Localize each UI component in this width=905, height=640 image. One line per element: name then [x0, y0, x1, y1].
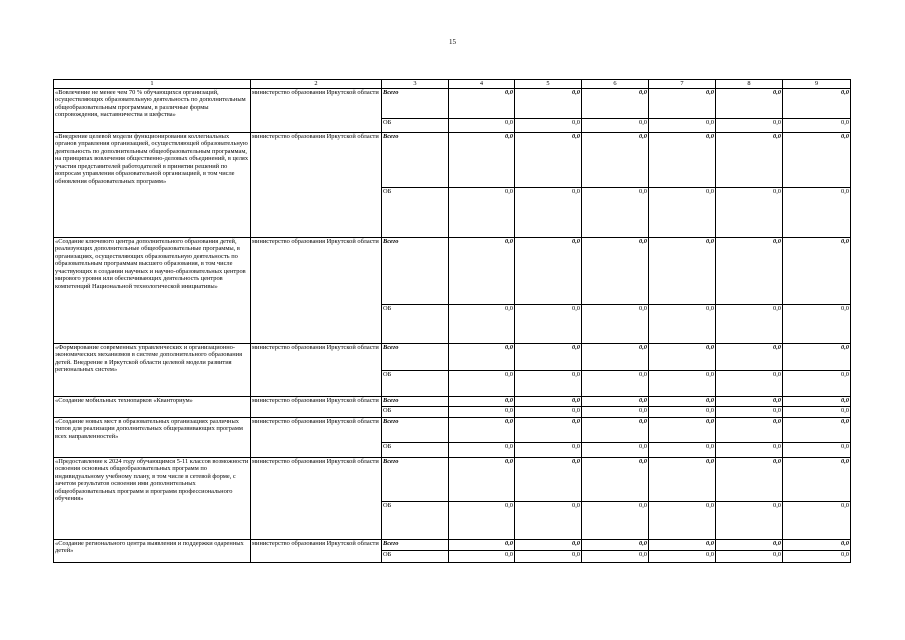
regional-value-cell: 0,0: [783, 443, 851, 458]
activity-name: «Создание ключевого центра дополнительного образования детей, реализующих дополнительные общеобразовательные программы, в организациях, осуществляющих образовательную деятельность по образовательным программам высшего образования, в том числе участвующих в создании научных и научно-образовательных центров мирового уровня или обеспечивающих деятельность центров компетенций Национальной технологической инициативы»: [54, 238, 251, 344]
table-row: [54, 458, 851, 502]
regional-value-cell: 0,0: [582, 443, 649, 458]
regional-value-cell: 0,0: [716, 119, 783, 133]
regional-value-cell: 0,0: [649, 305, 716, 344]
total-value-cell: 0,0: [515, 540, 582, 551]
total-value-cell: 0,0: [649, 89, 716, 119]
total-value-cell: 0,0: [515, 89, 582, 119]
total-value-cell: 0,0: [716, 344, 783, 371]
regional-value-cell: 0,0: [716, 502, 783, 540]
regional-value-cell: 0,0: [449, 551, 515, 563]
header-cell: 9: [783, 80, 851, 89]
regional-value-cell: 0,0: [515, 502, 582, 540]
total-value-cell: 0,0: [783, 89, 851, 119]
page-number: 15: [449, 38, 456, 46]
funding-source-total: Всего: [382, 344, 449, 371]
activity-name: «Формирование современных управленческих и организационно-экономических механизмов в системе дополнительного образования детей. Внедрение в Иркутской области целевой модели развития региональных систем»: [54, 344, 251, 397]
regional-value-cell: 0,0: [716, 443, 783, 458]
total-value-cell: 0,0: [649, 344, 716, 371]
total-value-cell: 0,0: [515, 397, 582, 407]
responsible-executor: министерство образования Иркутской области: [251, 418, 382, 458]
total-value-cell: 0,0: [515, 238, 582, 305]
regional-value-cell: 0,0: [515, 188, 582, 238]
total-value-cell: 0,0: [649, 458, 716, 502]
regional-value-cell: 0,0: [582, 305, 649, 344]
total-value-cell: 0,0: [649, 133, 716, 188]
regional-value-cell: 0,0: [582, 119, 649, 133]
regional-value-cell: 0,0: [449, 305, 515, 344]
funding-source-regional: ОБ: [382, 407, 449, 418]
total-value-cell: 0,0: [449, 540, 515, 551]
regional-value-cell: 0,0: [649, 551, 716, 563]
funding-table: [53, 79, 851, 563]
total-value-cell: 0,0: [716, 540, 783, 551]
header-cell: 4: [449, 80, 515, 89]
funding-source-total: Всего: [382, 89, 449, 119]
regional-value-cell: 0,0: [649, 371, 716, 397]
regional-value-cell: 0,0: [649, 407, 716, 418]
regional-value-cell: 0,0: [449, 188, 515, 238]
regional-value-cell: 0,0: [515, 119, 582, 133]
total-value-cell: 0,0: [716, 397, 783, 407]
activity-name: «Вовлечение не менее чем 70 % обучающихся организаций, осуществляющих образовательную деятельность по дополнительным общеобразовательным программам, в различные формы сопровождения, наставничества и шефства»: [54, 89, 251, 133]
regional-value-cell: 0,0: [582, 371, 649, 397]
regional-value-cell: 0,0: [515, 305, 582, 344]
total-value-cell: 0,0: [582, 89, 649, 119]
funding-source-total: Всего: [382, 238, 449, 305]
total-value-cell: 0,0: [649, 540, 716, 551]
responsible-executor: министерство образования Иркутской области: [251, 89, 382, 133]
activity-name: «Внедрение целевой модели функционирования коллегиальных органов управления организацией, осуществляющей образовательную деятельность по дополнительным общеобразовательным программам, на принципах вовлечения общественно-деловых объединений, в целях участия представителей работодателей в принятии решений по вопросам управления образовательной организацией, в том числе обновления образовательных программ»: [54, 133, 251, 238]
regional-value-cell: 0,0: [783, 305, 851, 344]
total-value-cell: 0,0: [716, 89, 783, 119]
regional-value-cell: 0,0: [515, 371, 582, 397]
regional-value-cell: 0,0: [582, 551, 649, 563]
table-row: [54, 238, 851, 305]
regional-value-cell: 0,0: [716, 551, 783, 563]
regional-value-cell: 0,0: [783, 502, 851, 540]
regional-value-cell: 0,0: [649, 502, 716, 540]
total-value-cell: 0,0: [582, 418, 649, 443]
funding-source-total: Всего: [382, 418, 449, 443]
total-value-cell: 0,0: [449, 238, 515, 305]
responsible-executor: министерство образования Иркутской области: [251, 397, 382, 418]
total-value-cell: 0,0: [582, 540, 649, 551]
activity-name: «Создание мобильных технопарков «Кванториум»: [54, 397, 251, 418]
responsible-executor: министерство образования Иркутской области: [251, 540, 382, 563]
funding-source-total: Всего: [382, 540, 449, 551]
regional-value-cell: 0,0: [582, 188, 649, 238]
funding-source-regional: ОБ: [382, 551, 449, 563]
activity-name: «Создание регионального центра выявления и поддержки одаренных детей»: [54, 540, 251, 563]
funding-source-regional: ОБ: [382, 119, 449, 133]
total-value-cell: 0,0: [783, 238, 851, 305]
total-value-cell: 0,0: [582, 344, 649, 371]
header-cell: 8: [716, 80, 783, 89]
total-value-cell: 0,0: [783, 458, 851, 502]
header-cell: 1: [54, 80, 251, 89]
funding-source-total: Всего: [382, 458, 449, 502]
table-row: [54, 397, 851, 407]
activity-name: «Создание новых мест в образовательных организациях различных типов для реализации дополнительных общеразвивающих программ всех направленностей»: [54, 418, 251, 458]
regional-value-cell: 0,0: [449, 407, 515, 418]
total-value-cell: 0,0: [716, 133, 783, 188]
regional-value-cell: 0,0: [716, 407, 783, 418]
total-value-cell: 0,0: [449, 344, 515, 371]
total-value-cell: 0,0: [716, 458, 783, 502]
regional-value-cell: 0,0: [649, 188, 716, 238]
funding-source-regional: ОБ: [382, 371, 449, 397]
regional-value-cell: 0,0: [783, 407, 851, 418]
total-value-cell: 0,0: [783, 344, 851, 371]
responsible-executor: министерство образования Иркутской области: [251, 344, 382, 397]
regional-value-cell: 0,0: [783, 371, 851, 397]
total-value-cell: 0,0: [449, 418, 515, 443]
header-row: [54, 80, 851, 89]
regional-value-cell: 0,0: [783, 188, 851, 238]
total-value-cell: 0,0: [716, 418, 783, 443]
regional-value-cell: 0,0: [449, 371, 515, 397]
regional-value-cell: 0,0: [582, 407, 649, 418]
total-value-cell: 0,0: [783, 418, 851, 443]
total-value-cell: 0,0: [783, 133, 851, 188]
table-row: [54, 418, 851, 443]
total-value-cell: 0,0: [783, 397, 851, 407]
regional-value-cell: 0,0: [783, 119, 851, 133]
regional-value-cell: 0,0: [783, 551, 851, 563]
regional-value-cell: 0,0: [515, 443, 582, 458]
table-row: [54, 89, 851, 119]
regional-value-cell: 0,0: [449, 443, 515, 458]
header-cell: 6: [582, 80, 649, 89]
regional-value-cell: 0,0: [515, 551, 582, 563]
total-value-cell: 0,0: [449, 397, 515, 407]
total-value-cell: 0,0: [449, 458, 515, 502]
funding-source-regional: ОБ: [382, 305, 449, 344]
regional-value-cell: 0,0: [449, 119, 515, 133]
responsible-executor: министерство образования Иркутской области: [251, 238, 382, 344]
regional-value-cell: 0,0: [716, 188, 783, 238]
regional-value-cell: 0,0: [649, 119, 716, 133]
total-value-cell: 0,0: [649, 238, 716, 305]
header-cell: 3: [382, 80, 449, 89]
header-cell: 7: [649, 80, 716, 89]
funding-source-total: Всего: [382, 397, 449, 407]
total-value-cell: 0,0: [716, 238, 783, 305]
funding-source-regional: ОБ: [382, 443, 449, 458]
total-value-cell: 0,0: [515, 344, 582, 371]
total-value-cell: 0,0: [649, 397, 716, 407]
table-row: [54, 133, 851, 188]
total-value-cell: 0,0: [515, 133, 582, 188]
header-cell: 2: [251, 80, 382, 89]
table-row: [54, 344, 851, 371]
total-value-cell: 0,0: [515, 458, 582, 502]
total-value-cell: 0,0: [582, 238, 649, 305]
responsible-executor: министерство образования Иркутской области: [251, 133, 382, 238]
regional-value-cell: 0,0: [449, 502, 515, 540]
total-value-cell: 0,0: [582, 397, 649, 407]
regional-value-cell: 0,0: [515, 407, 582, 418]
funding-source-regional: ОБ: [382, 188, 449, 238]
header-cell: 5: [515, 80, 582, 89]
table-row: [54, 540, 851, 551]
funding-source-regional: ОБ: [382, 502, 449, 540]
regional-value-cell: 0,0: [716, 371, 783, 397]
regional-value-cell: 0,0: [716, 305, 783, 344]
funding-source-total: Всего: [382, 133, 449, 188]
activity-name: «Предоставление к 2024 году обучающимся 5-11 классов возможности освоения основных общеобразовательных программ по индивидуальному учебному плану, в том числе в сетевой форме, с зачетом результатов освоения ими дополнительных общеобразовательных программ и программ профессионального обучения»: [54, 458, 251, 540]
total-value-cell: 0,0: [649, 418, 716, 443]
regional-value-cell: 0,0: [649, 443, 716, 458]
total-value-cell: 0,0: [515, 418, 582, 443]
total-value-cell: 0,0: [449, 133, 515, 188]
responsible-executor: министерство образования Иркутской области: [251, 458, 382, 540]
total-value-cell: 0,0: [449, 89, 515, 119]
total-value-cell: 0,0: [582, 458, 649, 502]
regional-value-cell: 0,0: [582, 502, 649, 540]
total-value-cell: 0,0: [783, 540, 851, 551]
total-value-cell: 0,0: [582, 133, 649, 188]
